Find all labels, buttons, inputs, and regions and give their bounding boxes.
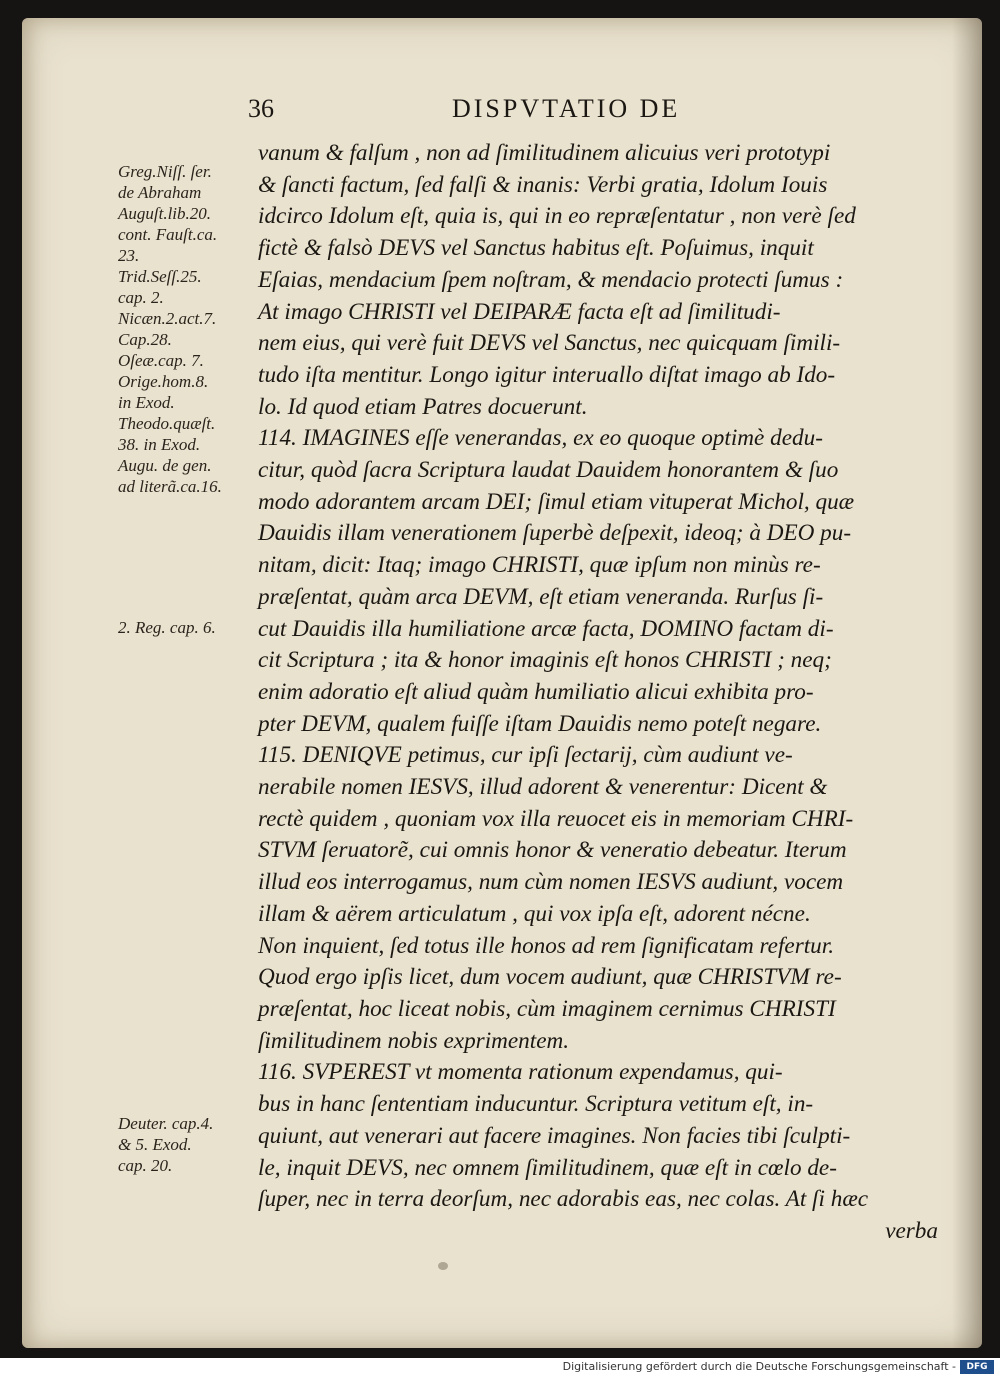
text-line: nerabile nomen IESVS, illud adorent & venerentur: Dicent &	[258, 774, 828, 801]
margin-note	[118, 371, 208, 413]
text-line: 116. SVPEREST vt momenta rationum expendamus, qui-	[258, 1059, 783, 1086]
margin-note-line: Deuter. cap.4.	[118, 1114, 214, 1133]
margin-note	[118, 1113, 213, 1176]
text-line: illud eos interrogamus, num cùm nomen IESVS audiunt, vocem	[258, 869, 844, 896]
running-title: DISPVTATIO DE	[452, 94, 681, 123]
text-line: nem eius, qui verè fuit DEVS vel Sanctus, nec quicquam ſimili-	[258, 330, 841, 357]
footer-credit: Digitalisierung gefördert durch die Deutsche Forschungsgemeinschaft -	[562, 1360, 956, 1373]
text-line: Eſaias, mendacium ſpem noſtram, & mendacio protecti ſumus :	[258, 266, 844, 293]
margin-note-line: Nicæn.2.act.7.	[118, 309, 217, 328]
margin-note-line: 2. Reg. cap. 6.	[118, 618, 216, 637]
margin-note	[118, 413, 215, 455]
footer-bar	[0, 1358, 1000, 1377]
page-header	[240, 94, 800, 134]
text-line: bus in hanc ſententiam inducuntur. Scriptura vetitum eſt, in-	[258, 1091, 814, 1118]
margin-note	[118, 161, 217, 266]
margin-note	[118, 455, 222, 497]
text-line: citur, quòd ſacra Scriptura laudat Dauidem honorantem & ſuo	[258, 457, 839, 484]
text-line: STVM ſeruatorẽ, cui omnis honor & veneratio debeatur. Iterum	[258, 837, 847, 864]
dfg-logo-icon: DFG	[960, 1360, 994, 1374]
margin-note	[118, 308, 216, 350]
page-blemish	[438, 1262, 448, 1270]
margin-note-line: Auguſt.lib.20.	[118, 204, 212, 223]
margin-note-line: de Abraham	[118, 183, 202, 202]
text-line: idcirco Idolum eſt, quia is, qui in eo repræſentatur , non verè ſed	[258, 203, 856, 230]
page-number: 36	[248, 94, 274, 123]
text-line: rectè quidem , quoniam vox illa reuocet eis in memoriam CHRI-	[258, 805, 854, 832]
margin-note-line: Trid.Seſſ.25.	[118, 267, 202, 286]
text-line: quiunt, aut venerari aut facere imagines. Non facies tibi ſculpti-	[258, 1122, 851, 1149]
margin-note-line: Augu. de gen.	[118, 456, 212, 475]
text-line: præſentat, hoc liceat nobis, cùm imaginem cernimus CHRISTI	[258, 995, 836, 1022]
text-line: le, inquit DEVS, nec omnem ſimilitudinem, quæ eſt in cœlo de-	[258, 1154, 837, 1181]
text-line: illam & aërem articulatum , qui vox ipſa eſt, adorent nécne.	[258, 900, 811, 927]
page-spine-shadow	[952, 18, 982, 1348]
text-line: & ſancti factum, ſed falſi & inanis: Verbi gratia, Idolum Iouis	[258, 171, 828, 198]
text-line: Non inquient, ſed totus ille honos ad rem ſignificatam refertur.	[258, 932, 835, 959]
catchword: verba	[885, 1217, 938, 1244]
text-line: Quod ergo ipſis licet, dum vocem audiunt, quæ CHRISTVM re-	[258, 964, 842, 991]
margin-note-line: ad literã.ca.16.	[118, 477, 222, 496]
margin-note-line: & 5. Exod.	[118, 1135, 192, 1154]
text-line: 114. IMAGINES eſſe venerandas, ex eo quoque optimè dedu-	[258, 425, 823, 452]
text-line: cit Scriptura ; ita & honor imaginis eſt honos CHRISTI ; neq;	[258, 647, 832, 674]
text-line: At imago CHRISTI vel DEIPARÆ facta eſt ad ſimilitudi-	[258, 298, 781, 325]
text-line: vanum & falſum , non ad ſimilitudinem alicuius veri prototypi	[258, 140, 831, 166]
margin-note-line: Orige.hom.8.	[118, 372, 209, 391]
text-line: tudo iſta mentitur. Longo igitur interuallo diſtat imago ab Ido-	[258, 361, 836, 388]
margin-note-line: 23.	[118, 246, 140, 265]
margin-note-line: Theodo.quæſt.	[118, 414, 216, 433]
margin-note-line: cap. 2.	[118, 288, 164, 307]
main-text	[258, 138, 938, 1248]
margin-note-line: Cap.28.	[118, 330, 172, 349]
text-line: præſentat, quàm arca DEVM, eſt etiam veneranda. Rurſus ſi-	[258, 583, 824, 610]
text-line: ſuper, nec in terra deorſum, nec adorabis eas, nec colas. At ſi hæc	[258, 1186, 869, 1213]
text-line: Dauidis illam venerationem ſuperbè deſpexit, ideoq; à DEO pu-	[258, 520, 852, 547]
margin-note-line: Greg.Niſſ. ſer.	[118, 162, 212, 181]
margin-note-line: 38. in Exod.	[118, 435, 201, 454]
text-line: enim adoratio eſt aliud quàm humiliatio alicui exhibita pro-	[258, 678, 814, 705]
margin-note	[118, 350, 204, 371]
margin-note	[118, 266, 202, 308]
text-line: nitam, dicit: Itaq; imago CHRISTI, quæ ipſum non minùs re-	[258, 552, 821, 579]
text-line: lo. Id quod etiam Patres docuerunt.	[258, 393, 588, 420]
text-line: pter DEVM, qualem fuiſſe iſtam Dauidis nemo poteſt negare.	[258, 710, 822, 737]
margin-note-line: Oſeæ.cap. 7.	[118, 351, 204, 370]
text-line: 115. DENIQVE petimus, cur ipſi ſectarij, cùm audiunt ve-	[258, 742, 793, 769]
margin-note-line: cap. 20.	[118, 1156, 173, 1175]
margin-note-line: in Exod.	[118, 393, 175, 412]
text-line: ſimilitudinem nobis exprimentem.	[258, 1027, 570, 1054]
margin-note-line: cont. Fauſt.ca.	[118, 225, 218, 244]
margin-note	[118, 617, 216, 638]
text-line: modo adorantem arcam DEI; ſimul etiam vituperat Michol, quæ	[258, 488, 855, 515]
text-line: cut Dauidis illa humiliatione arcæ facta, DOMINO factam di-	[258, 615, 834, 642]
text-line: fictè & falsò DEVS vel Sanctus habitus eſt. Poſuimus, inquit	[258, 235, 814, 262]
